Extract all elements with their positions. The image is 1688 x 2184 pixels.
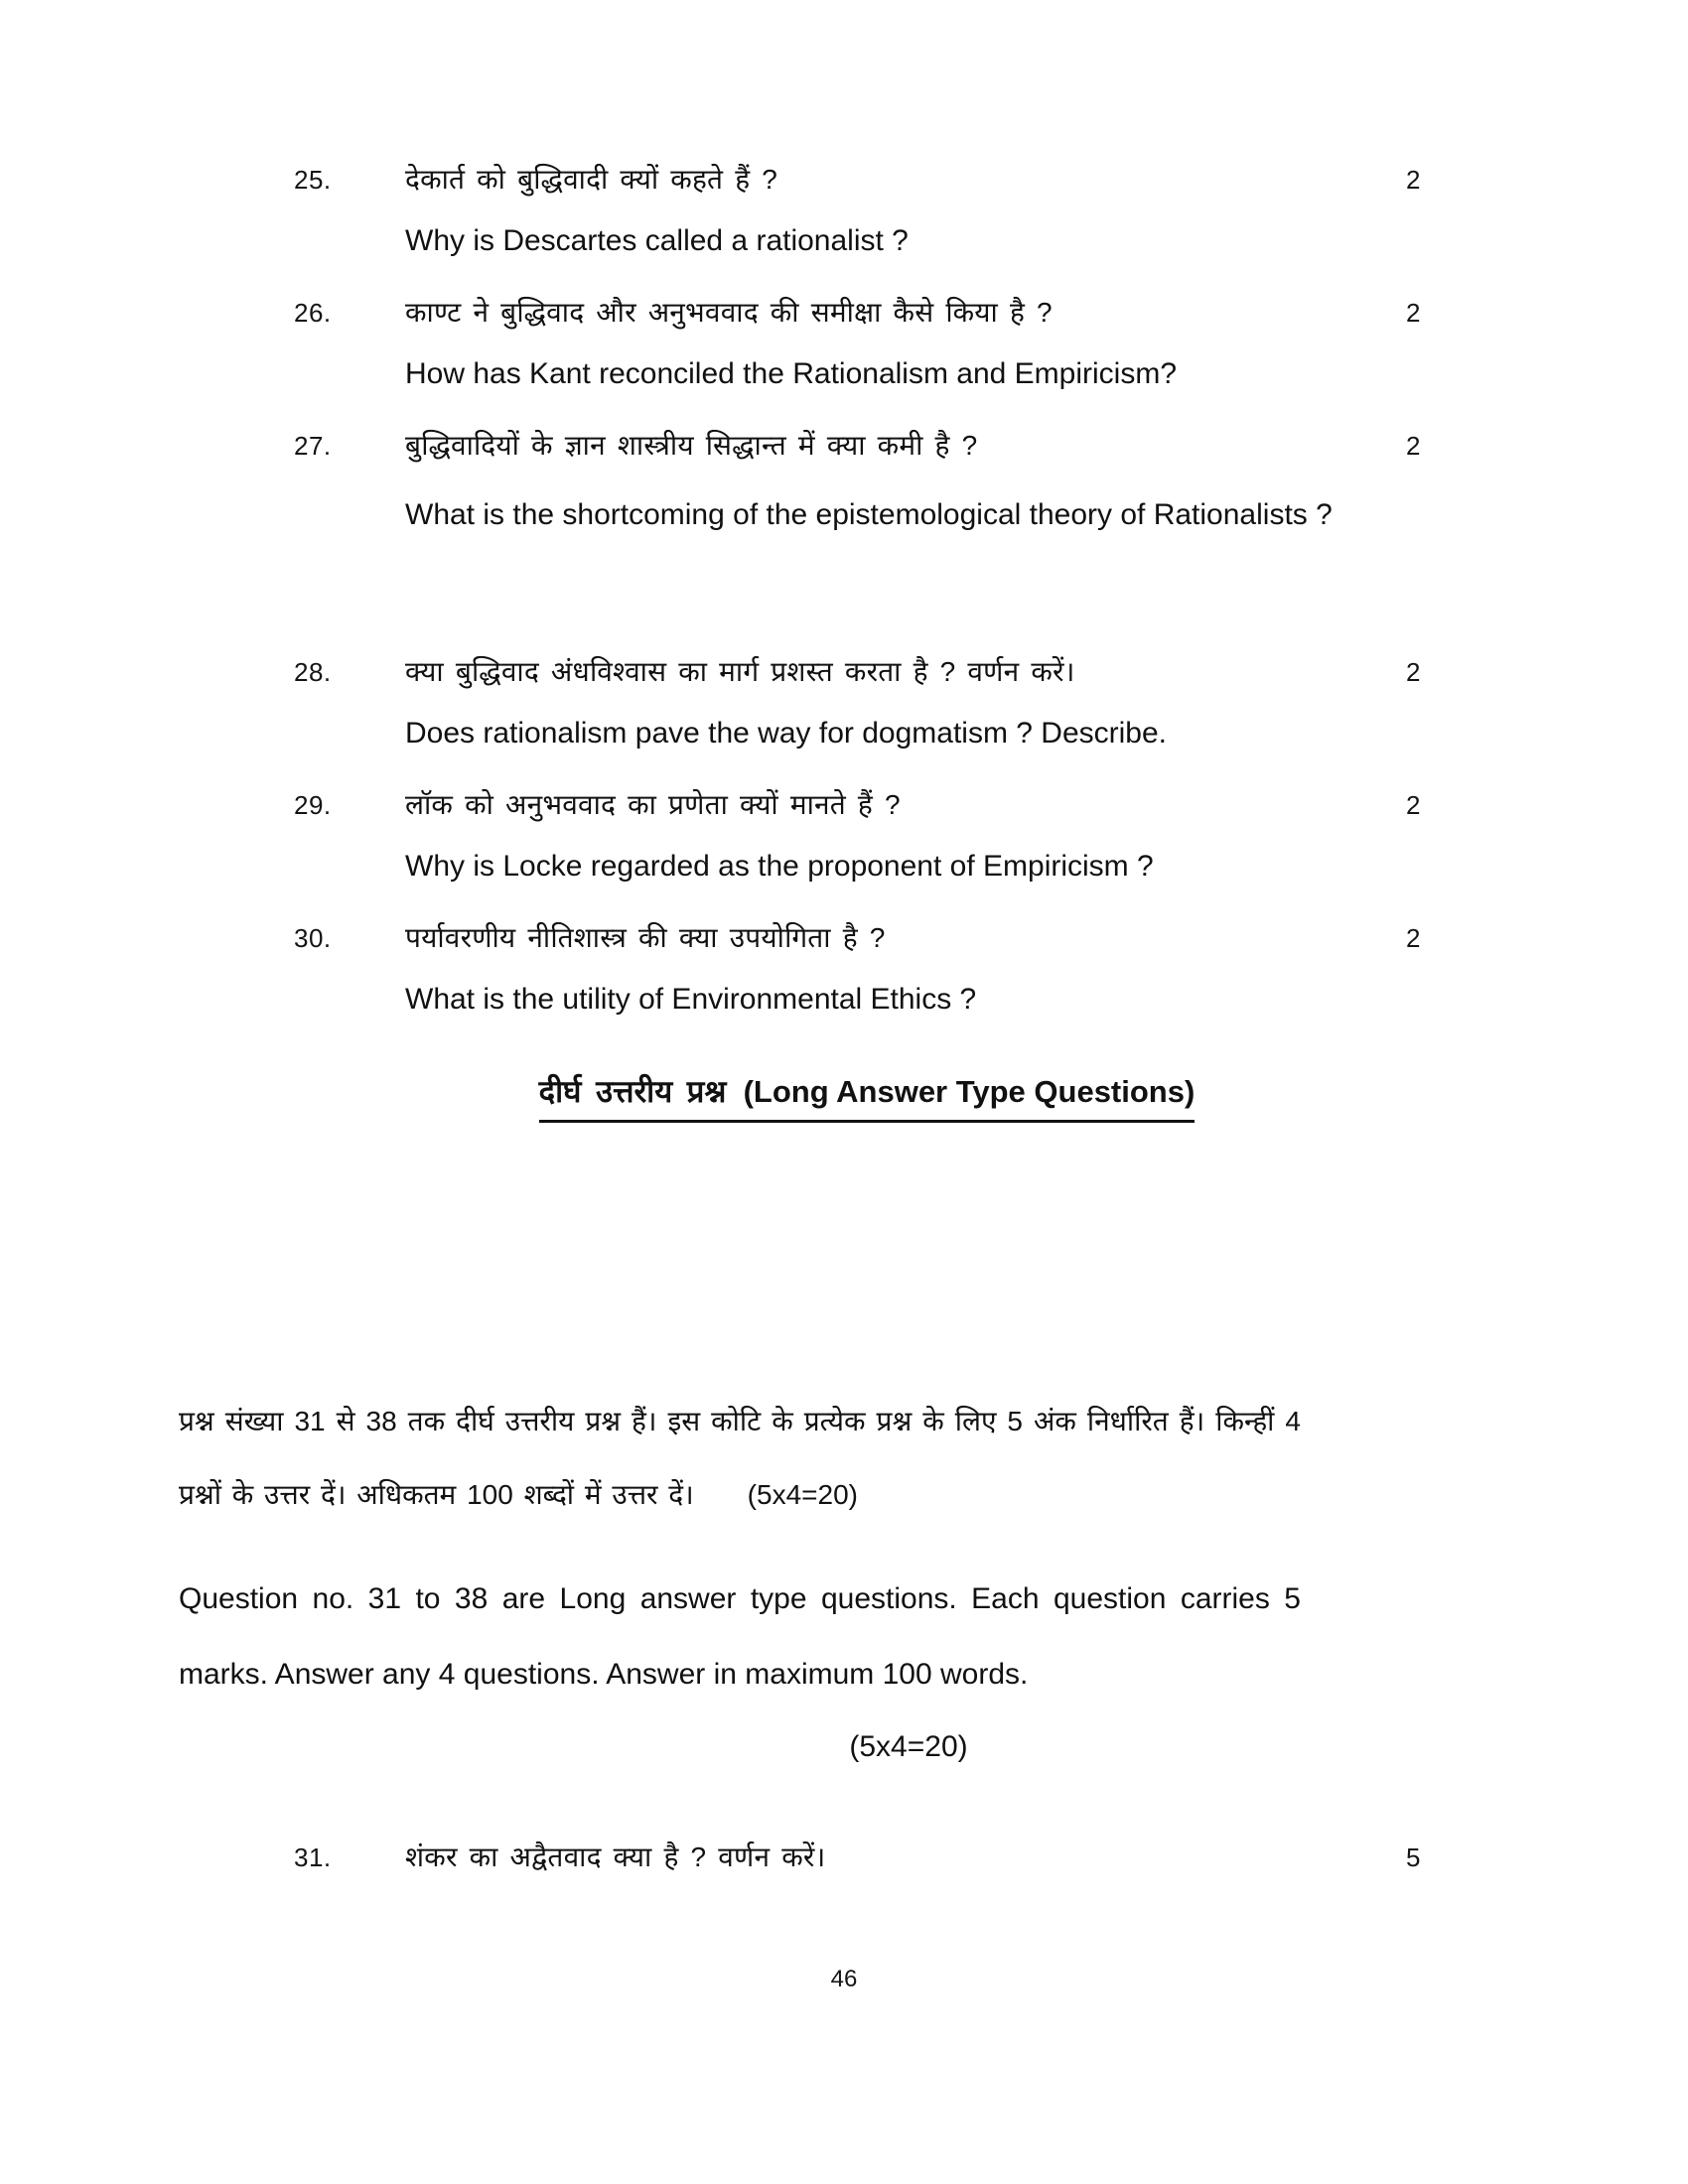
- question-item-27: [246, 415, 1487, 631]
- section-heading: [246, 1068, 1487, 1123]
- question-english-row: [246, 477, 1487, 631]
- instruction-paragraph-english: Question no. 31 to 38 are Long answer type questions. Each question carries 5 marks. Answer any 4 questions. Answer in maximum 100 words.: [179, 1582, 1301, 1691]
- question-number: 25.: [294, 165, 332, 195]
- question-english-row: [246, 343, 1487, 405]
- question-hindi-row: [246, 149, 1487, 210]
- question-marks: 2: [1406, 657, 1421, 687]
- question-english-row: [246, 210, 1487, 272]
- question-hindi-row: [246, 774, 1487, 836]
- section-heading-english: (Long Answer Type Questions): [743, 1074, 1196, 1109]
- question-number: 28.: [294, 657, 332, 687]
- question-text-english: How has Kant reconciled the Rationalism and Empiricism?: [405, 357, 1178, 390]
- question-number: 27.: [294, 431, 332, 461]
- question-marks: 5: [1406, 1843, 1421, 1872]
- question-text-english: Why is Descartes called a rationalist ?: [405, 224, 909, 257]
- question-marks: 2: [1406, 298, 1421, 328]
- question-item-29: [246, 774, 1487, 897]
- question-item-25: [246, 149, 1487, 272]
- question-hindi-row: [246, 907, 1487, 969]
- questions-list: [246, 149, 1487, 1159]
- question-english-row: [246, 703, 1487, 764]
- question-text-hindi: पर्यावरणीय नीतिशास्त्र की क्या उपयोगिता है ?: [405, 922, 886, 953]
- question-marks: 2: [1406, 790, 1421, 820]
- question-item-28: [246, 641, 1487, 764]
- question-text-english: What is the utility of Environmental Ethics ?: [405, 983, 977, 1016]
- instruction-english-marks: (5x4=20): [849, 1730, 968, 1763]
- question-hindi-row: [246, 641, 1487, 703]
- question-text-english: Does rationalism pave the way for dogmatism ? Describe.: [405, 717, 1167, 750]
- question-number: 31.: [294, 1843, 332, 1872]
- question-text-hindi: लॉक को अनुभववाद का प्रणेता क्यों मानते हैं ?: [405, 789, 901, 820]
- question-item-26: [246, 282, 1487, 405]
- instruction-hindi-text: प्रश्न संख्या 31 से 38 तक दीर्घ उत्तरीय प्रश्न हैं। इस कोटि के प्रत्येक प्रश्न के लिए 5 अंक निर्धारित हैं। किन्हीं 4 प्रश्नों के उत्तर दें। अधिकतम 100 शब्दों में उत्तर दें।: [179, 1406, 1301, 1510]
- question-text-hindi: काण्ट ने बुद्धिवाद और अनुभववाद की समीक्षा कैसे किया है ?: [405, 297, 1053, 328]
- question-text-english: What is the shortcoming of the epistemological theory of Rationalists ?: [405, 498, 1333, 531]
- instruction-paragraph-hindi: [179, 1385, 1301, 1532]
- question-item-30: [246, 907, 1487, 1030]
- section-heading-underlined: [539, 1068, 1196, 1123]
- instructions-block: [179, 1385, 1301, 1764]
- question-text-english: Why is Locke regarded as the proponent of Empiricism ?: [405, 850, 1154, 883]
- question-english-row: [246, 969, 1487, 1030]
- page-number: 46: [830, 1966, 858, 1992]
- question-hindi-row: [246, 282, 1487, 343]
- question-number: 30.: [294, 923, 332, 953]
- section-heading-hindi: दीर्घ उत्तरीय प्रश्न: [538, 1074, 727, 1109]
- question-hindi-row: [246, 415, 1487, 477]
- instruction-hindi-marks: (5x4=20): [747, 1479, 858, 1510]
- question-number: 29.: [294, 790, 332, 820]
- question-text-hindi: क्या बुद्धिवाद अंधविश्वास का मार्ग प्रशस्त करता है ? वर्णन करें।: [405, 656, 1075, 687]
- question-marks: 2: [1406, 431, 1421, 461]
- question-english-row: [246, 836, 1487, 897]
- question-marks: 2: [1406, 923, 1421, 953]
- question-number: 26.: [294, 298, 332, 328]
- question-item-31: [246, 1827, 1487, 1888]
- question-text-hindi: देकार्त को बुद्धिवादी क्यों कहते हैं ?: [405, 164, 778, 195]
- question-text-hindi: बुद्धिवादियों के ज्ञान शास्त्रीय सिद्धान्त में क्या कमी है ?: [405, 430, 978, 461]
- question-marks: 2: [1406, 165, 1421, 195]
- question-text-hindi: शंकर का अद्वैतवाद क्या है ? वर्णन करें।: [405, 1842, 826, 1872]
- question-hindi-row: [246, 1827, 1487, 1888]
